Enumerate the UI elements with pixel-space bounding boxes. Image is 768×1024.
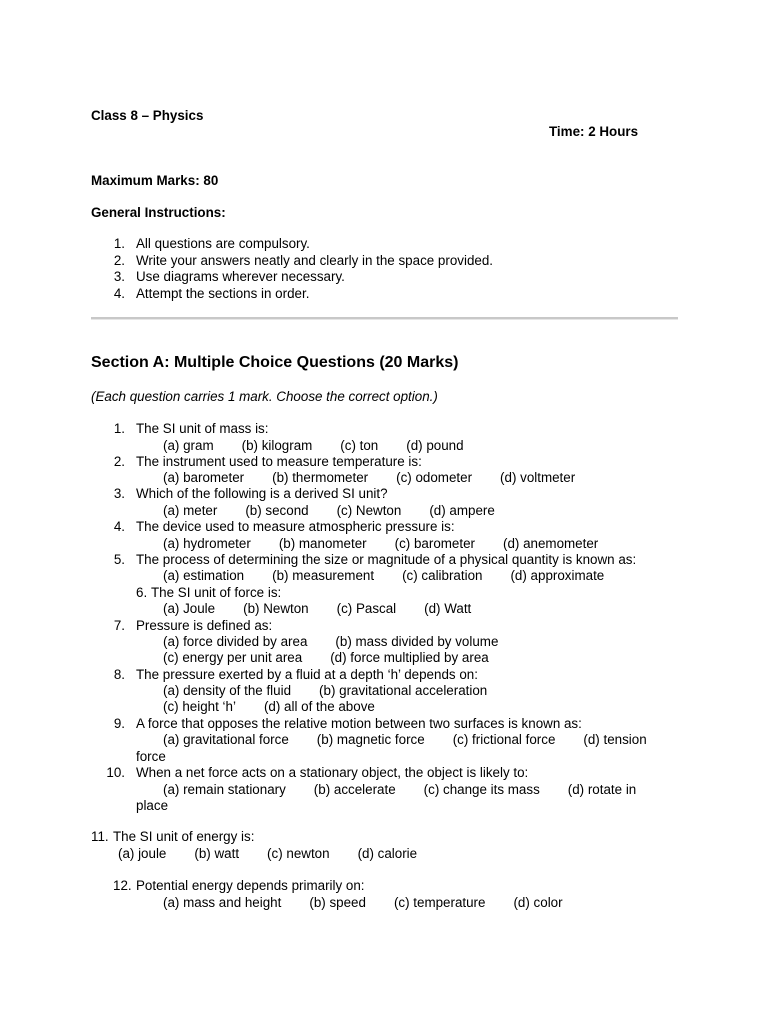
option-b: (b) kilogram: [241, 438, 313, 453]
options-row: [163, 438, 464, 454]
option-a: (a) force divided by area: [163, 634, 308, 649]
option-a: (a) hydrometer: [163, 536, 251, 551]
question-number: 4.: [113, 519, 125, 534]
options-row: [163, 895, 563, 911]
question-number: 6.: [136, 585, 148, 600]
option-wrap-text: place: [136, 798, 169, 813]
option-a: (a) Joule: [163, 601, 216, 616]
option-a: (a) gram: [163, 438, 214, 453]
instruction-text: Write your answers neatly and clearly in the space provided.: [136, 253, 494, 268]
options-row: [163, 536, 598, 552]
option-b: (b) accelerate: [313, 782, 396, 797]
question-number: 5.: [113, 552, 125, 567]
option-c: (c) odometer: [396, 470, 473, 485]
question-number: 8.: [113, 667, 125, 682]
instruction-text: All questions are compulsory.: [136, 236, 310, 251]
option-c: (c) newton: [267, 846, 330, 861]
option-d: (d) pound: [406, 438, 464, 453]
option-c: (c) height ‘h’: [163, 699, 236, 714]
options-row: [163, 699, 375, 715]
option-d: (d) voltmeter: [500, 470, 576, 485]
question-text: The device used to measure atmospheric pressure is:: [136, 519, 455, 534]
option-d: (d) tension: [583, 732, 647, 747]
question-number: 11.: [91, 829, 109, 844]
option-a: (a) density of the fluid: [163, 683, 292, 698]
option-c: (c) barometer: [394, 536, 475, 551]
instruction-number: 3.: [113, 269, 125, 284]
option-c: (c) temperature: [393, 895, 486, 910]
question-number: 12.: [113, 878, 132, 893]
option-d: (d) approximate: [510, 568, 605, 583]
option-d: (d) Watt: [424, 601, 472, 616]
class-subject-heading: Class 8 – Physics: [91, 108, 204, 123]
options-row: [163, 782, 636, 798]
instruction-number: 2.: [113, 253, 125, 268]
option-d: (d) rotate in: [567, 782, 637, 797]
options-row: [163, 732, 647, 748]
option-b: (b) gravitational acceleration: [319, 683, 488, 698]
section-divider: [91, 317, 678, 320]
options-row: [163, 683, 487, 699]
question-number: 3.: [113, 486, 125, 501]
options-row: [163, 568, 604, 584]
maximum-marks: Maximum Marks: 80: [91, 173, 219, 188]
options-row: [163, 634, 498, 650]
instructions-heading: General Instructions:: [91, 205, 226, 220]
option-d: (d) ampere: [429, 503, 495, 518]
question-number: 2.: [113, 454, 125, 469]
option-d: (d) all of the above: [263, 699, 375, 714]
options-row: [118, 846, 417, 862]
section-a-title: Section A: Multiple Choice Questions (20 Marks): [91, 354, 459, 371]
option-b: (b) mass divided by volume: [335, 634, 499, 649]
question-text: The instrument used to measure temperature is:: [136, 454, 422, 469]
option-wrap-text: force: [136, 749, 166, 764]
question-number: 9.: [113, 716, 125, 731]
option-c: (c) change its mass: [423, 782, 540, 797]
option-a: (a) estimation: [163, 568, 245, 583]
option-a: (a) mass and height: [163, 895, 282, 910]
options-row: [163, 470, 575, 486]
question-number: 1.: [113, 421, 125, 436]
instruction-text: Use diagrams wherever necessary.: [136, 269, 345, 284]
option-d: (d) calorie: [357, 846, 418, 861]
options-row: [163, 650, 489, 666]
question-number: 7.: [113, 618, 125, 633]
options-row: [163, 601, 471, 617]
question-text: The pressure exerted by a fluid at a depth ‘h’ depends on:: [136, 667, 478, 682]
question-text: The SI unit of mass is:: [136, 421, 269, 436]
exam-time: Time: 2 Hours: [549, 124, 639, 139]
question-text: The SI unit of force is:: [151, 585, 282, 600]
option-c: (c) energy per unit area: [163, 650, 303, 665]
option-a: (a) barometer: [163, 470, 245, 485]
question-text: Which of the following is a derived SI unit?: [136, 486, 388, 501]
option-b: (b) measurement: [272, 568, 375, 583]
section-a-note: (Each question carries 1 mark. Choose the correct option.): [91, 389, 438, 404]
option-b: (b) watt: [194, 846, 240, 861]
instruction-text: Attempt the sections in order.: [136, 286, 310, 301]
question-text: Potential energy depends primarily on:: [136, 878, 365, 893]
option-b: (b) second: [245, 503, 309, 518]
question-text: The SI unit of energy is:: [113, 829, 255, 844]
option-c: (c) ton: [340, 438, 379, 453]
option-a: (a) joule: [118, 846, 167, 861]
option-d: (d) color: [513, 895, 563, 910]
question-text: Pressure is defined as:: [136, 618, 273, 633]
option-b: (b) speed: [309, 895, 366, 910]
option-a: (a) gravitational force: [163, 732, 289, 747]
question-text: The process of determining the size or magnitude of a physical quantity is known as:: [136, 552, 637, 567]
instruction-number: 4.: [113, 286, 125, 301]
option-d: (d) anemometer: [503, 536, 599, 551]
option-c: (c) Newton: [336, 503, 402, 518]
options-row: [163, 503, 495, 519]
option-b: (b) thermometer: [272, 470, 369, 485]
option-c: (c) frictional force: [452, 732, 556, 747]
instruction-number: 1.: [113, 236, 125, 251]
option-a: (a) remain stationary: [163, 782, 286, 797]
question-text: When a net force acts on a stationary object, the object is likely to:: [136, 765, 529, 780]
option-d: (d) force multiplied by area: [330, 650, 489, 665]
option-b: (b) manometer: [278, 536, 367, 551]
option-b: (b) Newton: [243, 601, 309, 616]
option-c: (c) calibration: [402, 568, 483, 583]
option-b: (b) magnetic force: [316, 732, 425, 747]
question-number: 10.: [106, 765, 125, 780]
question-text: A force that opposes the relative motion between two surfaces is known as:: [136, 716, 582, 731]
option-a: (a) meter: [163, 503, 218, 518]
option-c: (c) Pascal: [336, 601, 397, 616]
